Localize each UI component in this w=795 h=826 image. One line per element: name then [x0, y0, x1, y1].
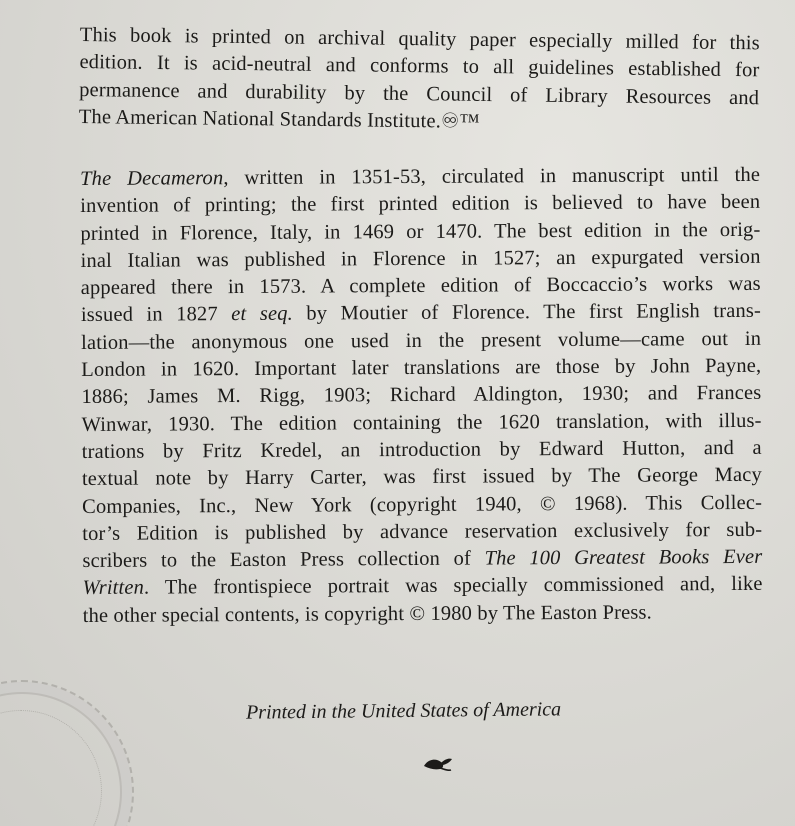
leaf-fleuron-icon: [422, 753, 454, 773]
history-line: tor’s Edition is published by advance reservation exclusively for sub-: [82, 518, 763, 545]
history-line: Companies, Inc., New York (copyright 1940, © 1968). This Collec-: [82, 491, 763, 518]
history-text: , written in 1351-53, circulated in manuscript until the: [223, 163, 761, 190]
history-line: printed in Florence, Italy, in 1469 or 1470. The best edition in the orig-: [80, 218, 761, 245]
history-line: lation—the anonymous one used in the present volume—came out in: [81, 327, 762, 354]
history-text: by Moutier of Florence. The first English trans-: [292, 300, 761, 326]
collection-title-end: Written: [82, 577, 145, 600]
history-line: trations by Fritz Kredel, an introduction by Edward Hutton, and a: [81, 436, 762, 463]
history-text: issued in 1827: [80, 303, 232, 327]
history-line: invention of printing; the first printed edition is believed to have been: [80, 191, 761, 218]
history-line: 1886; James M. Rigg, 1903; Richard Aldington, 1930; and Frances: [81, 382, 762, 409]
embossed-seal-inner-ring: [0, 710, 102, 826]
latin-phrase: et seq.: [231, 303, 293, 326]
paper-notice-line: edition. It is acid-neutral and conforms to all guidelines established for: [79, 51, 760, 82]
paper-notice-text: The American National Standards Institute.: [78, 105, 442, 133]
history-line: London in 1620. Important later translations are those by John Payne,: [81, 354, 762, 382]
paper-notice-line: This book is printed on archival quality paper especially milled for this: [79, 23, 760, 55]
history-line: [80, 162, 760, 193]
paper-notice-paragraph: [79, 22, 760, 139]
edition-history-paragraph: [80, 162, 763, 630]
collection-title: The 100 Greatest Books Ever: [484, 545, 763, 570]
paper-notice-line: permanence and durability by the Council of Library Resources and: [79, 78, 760, 109]
history-line: textual note by Harry Carter, was first issued by The George Macy: [81, 464, 762, 491]
printed-in-line: Printed in the United States of America: [245, 698, 562, 724]
history-line: [82, 544, 762, 575]
history-line: Winwar, 1930. The edition containing the 1620 translation, with illus-: [81, 409, 762, 436]
book-title: The Decameron: [80, 167, 224, 190]
permanence-symbol: ♾™: [440, 110, 480, 133]
embossed-seal: [0, 680, 134, 826]
history-line: [83, 571, 763, 602]
history-text: scribers to the Easton Press collection of: [82, 547, 485, 573]
history-line: [81, 298, 761, 329]
history-text: . The frontispiece portrait was specially commissioned and, like: [143, 573, 763, 600]
history-line: appeared there in 1573. A complete edition of Boccaccio’s works was: [80, 273, 761, 300]
history-line: the other special contents, is copyright © 1980 by The Easton Press.: [82, 601, 652, 627]
history-line: inal Italian was published in Florence in 1527; an expurgated version: [80, 245, 761, 272]
